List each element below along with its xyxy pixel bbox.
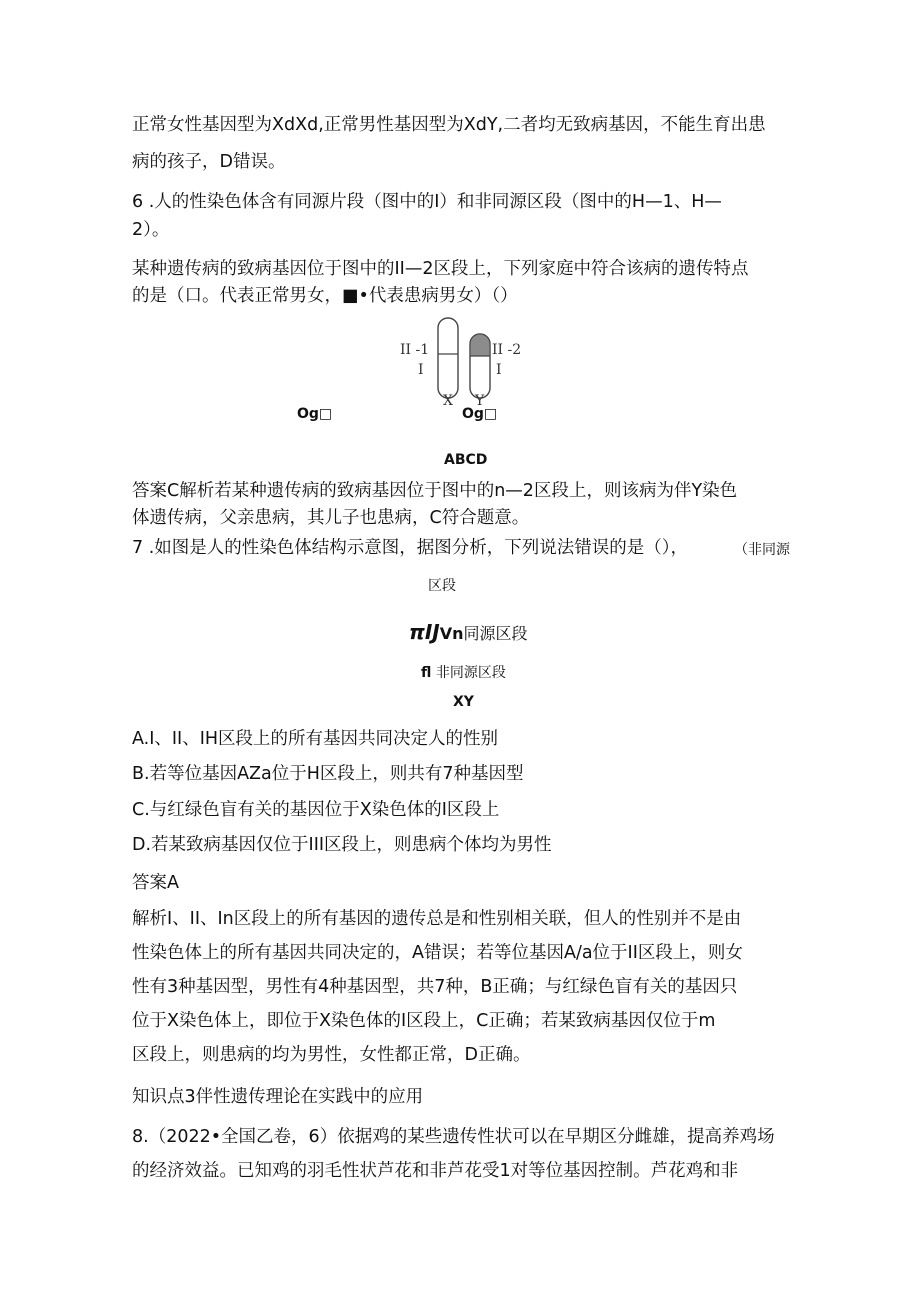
option-d: D.若某致病基因仅位于III区段上，则患病个体均为男性 bbox=[132, 835, 552, 855]
label-i-left: I bbox=[418, 362, 424, 378]
label-ii-2: II -2 bbox=[492, 342, 522, 358]
text-line: 体遗传病，父亲患病，其儿子也患病，C符合题意。 bbox=[132, 508, 530, 528]
option-b: B.若等位基因AZa位于H区段上，则共有7种基因型 bbox=[132, 764, 524, 784]
diagram-xy-label: XY bbox=[453, 694, 474, 710]
chromosome-diagram bbox=[380, 312, 540, 408]
text-line: 的是（口。代表正常男女，■•代表患病男女）（） bbox=[132, 286, 518, 306]
label-x: X bbox=[443, 393, 453, 408]
diagram-symbol: Vn bbox=[439, 624, 464, 643]
label-ii-1: II -1 bbox=[400, 342, 430, 358]
nonhomologous-label: 非同源区段 bbox=[435, 665, 506, 681]
question-8-stem: 8.（2022•全国乙卷，6）依据鸡的某些遗传性状可以在早期区分雌雄，提高养鸡场 bbox=[132, 1127, 775, 1147]
option-c: C.与红绿色盲有关的基因位于X染色体的I区段上 bbox=[132, 800, 500, 820]
question-6-stem: 6 .人的性染色体含有同源片段（图中的I）和非同源区段（图中的H—1、H— bbox=[132, 192, 722, 212]
text-line: 病的孩子，D错误。 bbox=[132, 152, 286, 172]
explanation-line: 位于X染色体上，即位于X染色体的I区段上，C正确；若某致病基因仅位于m bbox=[132, 1011, 716, 1031]
diagram-symbol: πIJ bbox=[409, 620, 440, 644]
text-line: 2）。 bbox=[132, 220, 170, 240]
answer-6: 答案C解析若某种遗传病的致病基因位于图中的n—2区段上，则该病为伴Y染色 bbox=[132, 481, 738, 501]
question-7-stem: 7 .如图是人的性染色体结构示意图，据图分析，下列说法错误的是（）， bbox=[132, 538, 689, 558]
text-line: 某种遗传病的致病基因位于图中的II—2区段上，下列家庭中符合该病的遗传特点 bbox=[132, 259, 749, 279]
label-y: Y bbox=[475, 393, 485, 408]
explanation-line: 性染色体上的所有基因共同决定的，A错误；若等位基因A/a位于II区段上，则女 bbox=[132, 943, 743, 963]
explanation-line: 区段上，则患病的均为男性，女性都正常，D正确。 bbox=[132, 1045, 531, 1065]
label-i-right: I bbox=[496, 362, 502, 378]
option-a: A.I、II、IH区段上的所有基因共同决定人的性别 bbox=[132, 729, 499, 749]
diagram-row-nonhomologous bbox=[421, 661, 506, 685]
explanation-line: 性有3种基因型，男性有4种基因型，共7种，B正确；与红绿色盲有关的基因只 bbox=[132, 977, 738, 997]
x-chromosome bbox=[438, 318, 458, 398]
diagram-symbol: fl bbox=[421, 665, 432, 681]
pedigree-label-right: Og□ bbox=[462, 406, 498, 422]
diagram-row-homologous bbox=[409, 620, 528, 646]
diagram-note: 区段 bbox=[428, 578, 456, 594]
pedigree-label-left: Og□ bbox=[297, 406, 333, 422]
diagram-note: （非同源 bbox=[734, 542, 790, 558]
text-line: 的经济效益。已知鸡的羽毛性状芦花和非芦花受1对等位基因控制。芦花鸡和非 bbox=[132, 1161, 739, 1181]
text-line: 正常女性基因型为XdXd,正常男性基因型为XdY,二者均无致病基因，不能生育出患 bbox=[132, 115, 766, 135]
homologous-label: 同源区段 bbox=[463, 624, 528, 643]
explanation-line: 解析I、II、In区段上的所有基因的遗传总是和性别相关联，但人的性别并不是由 bbox=[132, 909, 742, 929]
knowledge-point-heading: 知识点3伴性遗传理论在实践中的应用 bbox=[132, 1087, 424, 1107]
option-letters: ABCD bbox=[444, 452, 488, 468]
answer-7: 答案A bbox=[132, 873, 179, 893]
